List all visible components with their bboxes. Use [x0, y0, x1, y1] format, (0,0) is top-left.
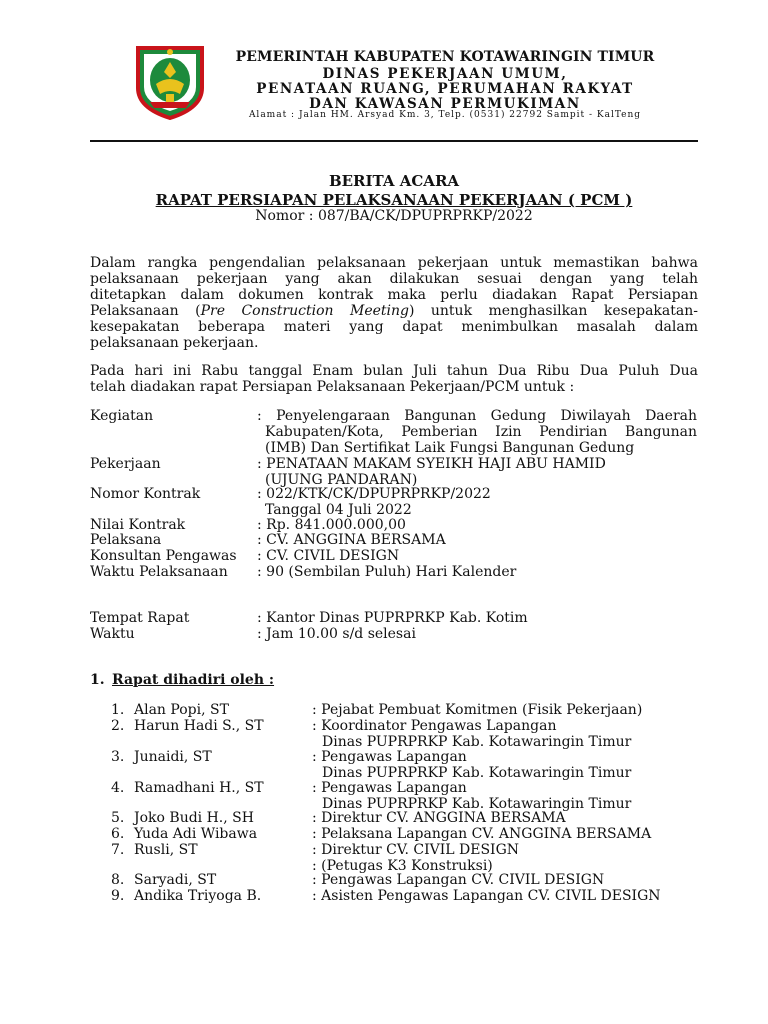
attendee-number: 1. — [111, 702, 125, 718]
label-pekerjaan: Pekerjaan — [90, 456, 161, 472]
value-pelaksana: : CV. ANGGINA BERSAMA — [257, 532, 446, 548]
value-pekerjaan — [257, 456, 697, 488]
attendee-name: Rusli, ST — [134, 842, 198, 858]
attendee-role-line: : Pengawas Lapangan CV. CIVIL DESIGN — [312, 872, 605, 888]
label-waktu-pelaksanaan: Waktu Pelaksanaan — [90, 564, 228, 580]
value-line: Tanggal 04 Juli 2022 — [265, 502, 412, 518]
value-line: (UJUNG PANDARAN) — [265, 472, 418, 488]
label-pelaksana: Pelaksana — [90, 532, 162, 548]
attendee-role-line: : Koordinator Pengawas Lapangan — [312, 718, 557, 734]
attendee-name: Harun Hadi S., ST — [134, 718, 264, 734]
attendee-number: 3. — [111, 749, 125, 765]
attendee-role-line: Dinas PUPRPRKP Kab. Kotawaringin Timur — [322, 796, 632, 812]
letterhead-government: PEMERINTAH KABUPATEN KOTAWARINGIN TIMUR — [235, 49, 655, 65]
attendee-role — [312, 780, 631, 812]
attendee-role — [312, 842, 519, 874]
label-konsultan-pengawas: Konsultan Pengawas — [90, 548, 237, 564]
section-title: Rapat dihadiri oleh : — [112, 672, 275, 688]
value-konsultan-pengawas: : CV. CIVIL DESIGN — [257, 548, 400, 564]
letterhead-divider — [90, 140, 698, 142]
intro-italic-term: Pre Construction Meeting — [200, 303, 409, 319]
attendee-role — [312, 749, 631, 781]
intro-text: Pelaksanaan ( — [90, 303, 201, 319]
intro-paragraph — [90, 255, 698, 351]
attendee-role-line: : Pengawas Lapangan — [312, 780, 467, 796]
intro-text: ) untuk menghasilkan kesepakatan- — [408, 303, 698, 319]
attendee-role — [312, 718, 631, 750]
section-attendees-heading — [90, 672, 274, 688]
meeting-line: telah diadakan rapat Persiapan Pelaksanaan Pekerjaan/PCM untuk : — [90, 379, 575, 395]
meeting-line: Pada hari ini Rabu tanggal Enam bulan Juli tahun Dua Ribu Dua Puluh Dua — [90, 363, 698, 379]
meeting-paragraph — [90, 363, 698, 395]
attendee-number: 5. — [111, 810, 125, 826]
label-nilai-kontrak: Nilai Kontrak — [90, 517, 186, 533]
attendee-name: Yuda Adi Wibawa — [134, 826, 258, 842]
attendee-role — [312, 826, 651, 842]
intro-line: pelaksanaan pekerjaan yang akan dilakukan sesuai dengan yang telah — [90, 271, 698, 287]
value-tempat-rapat: : Kantor Dinas PUPRPRKP Kab. Kotim — [257, 610, 528, 626]
attendee-role — [312, 872, 604, 888]
attendee-name: Ramadhani H., ST — [134, 780, 264, 796]
attendee-role-line: : Asisten Pengawas Lapangan CV. CIVIL DESIGN — [312, 888, 661, 904]
intro-line: kesepakatan beberapa materi yang dapat menimbulkan masalah dalam — [90, 319, 698, 335]
value-line: (IMB) Dan Sertifikat Laik Fungsi Bangunan Gedung — [265, 440, 635, 456]
attendee-name: Joko Budi H., SH — [134, 810, 254, 826]
attendee-number: 8. — [111, 872, 125, 888]
label-nomor-kontrak: Nomor Kontrak — [90, 486, 201, 502]
attendee-role — [312, 810, 566, 826]
label-waktu: Waktu — [90, 626, 135, 642]
attendee-name: Alan Popi, ST — [134, 702, 229, 718]
attendee-number: 6. — [111, 826, 125, 842]
attendee-name: Junaidi, ST — [134, 749, 212, 765]
attendee-number: 4. — [111, 780, 125, 796]
attendee-role-line: : Pejabat Pembuat Komitmen (Fisik Pekerjaan) — [312, 702, 643, 718]
value-kegiatan — [257, 408, 697, 456]
attendee-number: 7. — [111, 842, 125, 858]
attendee-number: 9. — [111, 888, 125, 904]
attendee-role-line: : (Petugas K3 Konstruksi) — [312, 858, 493, 874]
attendee-role-line: Dinas PUPRPRKP Kab. Kotawaringin Timur — [322, 734, 632, 750]
letterhead-agency-line3: DAN KAWASAN PERMUKIMAN — [309, 96, 581, 112]
value-waktu: : Jam 10.00 s/d selesai — [257, 626, 416, 642]
intro-line: pelaksanaan pekerjaan. — [90, 335, 259, 351]
label-kegiatan: Kegiatan — [90, 408, 154, 424]
document-subtitle: RAPAT PERSIAPAN PELAKSANAAN PEKERJAAN ( PCM ) — [155, 191, 633, 209]
attendee-name: Andika Triyoga B. — [134, 888, 262, 904]
value-line: : Penyelengaraan Bangunan Gedung Diwilayah Daerah — [257, 408, 697, 424]
label-tempat-rapat: Tempat Rapat — [90, 610, 190, 626]
attendee-role-line: Dinas PUPRPRKP Kab. Kotawaringin Timur — [322, 765, 632, 781]
letterhead-address: Alamat : Jalan HM. Arsyad Km. 3, Telp. (0531) 22792 Sampit - KalTeng — [248, 110, 642, 120]
value-line: Kabupaten/Kota, Pemberian Izin Pendirian Bangunan — [265, 424, 697, 440]
attendee-role-line: : Pelaksana Lapangan CV. ANGGINA BERSAMA — [312, 826, 652, 842]
intro-line: Dalam rangka pengendalian pelaksanaan pekerjaan untuk memastikan bahwa — [90, 255, 698, 271]
section-number: 1. — [90, 672, 105, 688]
attendee-role — [312, 888, 661, 904]
kotim-regency-crest-icon — [132, 44, 208, 120]
value-line: : PENATAAN MAKAM SYEIKH HAJI ABU HAMID — [257, 456, 606, 472]
value-nomor-kontrak — [257, 486, 697, 518]
intro-line — [90, 303, 698, 319]
attendee-role-line: : Direktur CV. CIVIL DESIGN — [312, 842, 520, 858]
attendee-number: 2. — [111, 718, 125, 734]
intro-line: ditetapkan dalam dokumen kontrak maka perlu diadakan Rapat Persiapan — [90, 287, 698, 303]
attendee-role-line: : Pengawas Lapangan — [312, 749, 467, 765]
attendee-role-line: : Direktur CV. ANGGINA BERSAMA — [312, 810, 566, 826]
attendee-role — [312, 702, 642, 718]
attendee-name: Saryadi, ST — [134, 872, 217, 888]
value-line: : 022/KTK/CK/DPUPRPRKP/2022 — [257, 486, 491, 502]
value-waktu-pelaksanaan: : 90 (Sembilan Puluh) Hari Kalender — [257, 564, 517, 580]
value-nilai-kontrak: : Rp. 841.000.000,00 — [257, 517, 406, 533]
letterhead-agency-line1: DINAS PEKERJAAN UMUM, — [322, 66, 568, 82]
document-number: Nomor : 087/BA/CK/DPUPRPRKP/2022 — [255, 208, 533, 224]
document-title: BERITA ACARA — [328, 172, 460, 190]
letterhead-agency-line2: PENATAAN RUANG, PERUMAHAN RAKYAT — [256, 81, 634, 97]
